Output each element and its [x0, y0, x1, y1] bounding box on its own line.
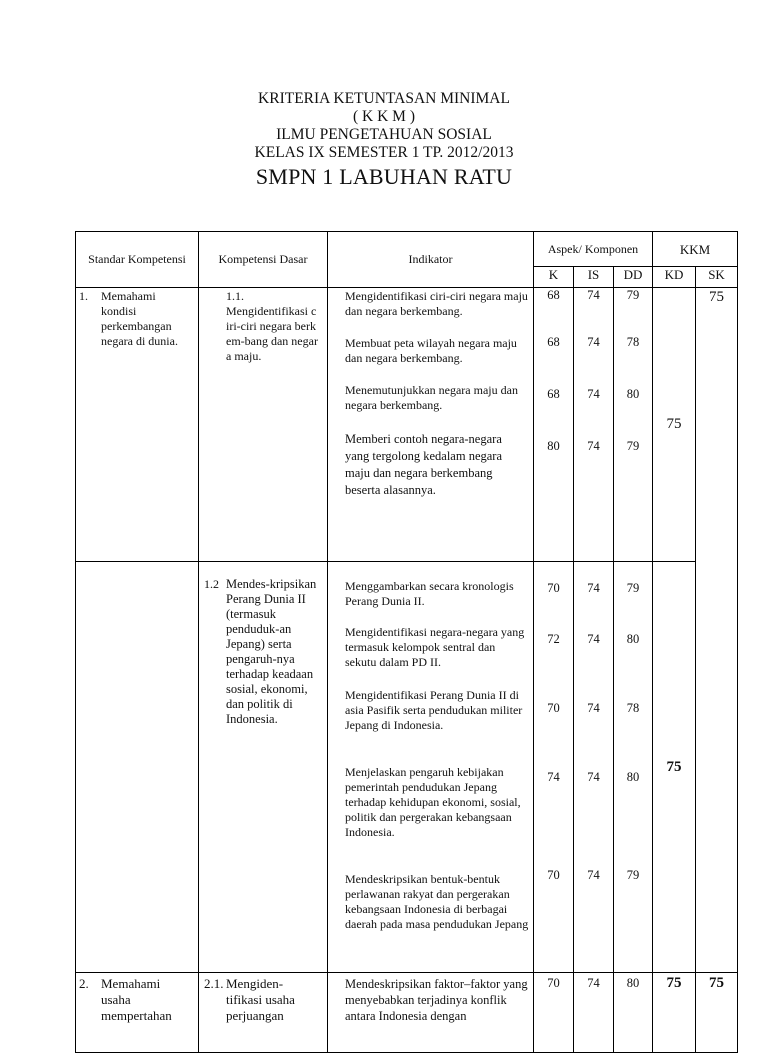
score-dd: 79 [626, 581, 640, 595]
title-subject: ILMU PENGETAHUAN SOSIAL [276, 126, 492, 143]
score-dd-cell [614, 288, 653, 562]
score-k: 70 [547, 868, 560, 882]
kd-number: 1.2 [204, 577, 219, 591]
indikator-item: Mendeskripsikan faktor–faktor yang menyebabkan terjadinya konflik antara Indonesia dengan [345, 977, 528, 1023]
score-k-cell [534, 562, 574, 973]
score-is-cell [574, 288, 614, 562]
indikator-item: Mengidentifikasi Perang Dunia II di asia Pasifik serta pendudukan militer Jepang di Indonesia. [345, 688, 523, 732]
kd-text: Mengidentifikasi ciri-ciri negara berkem-bang dan negara maju. [226, 304, 318, 363]
school-name: SMPN 1 LABUHAN RATU [255, 164, 513, 189]
indikator-item: Mengidentifikasi ciri-ciri negara maju dan negara berkembang. [345, 289, 528, 318]
sk-text: Memahami kondisi perkembangan negara di dunia. [101, 289, 178, 348]
score-is: 74 [587, 770, 600, 784]
score-dd: 79 [626, 439, 640, 453]
kompetensi-dasar-cell [199, 288, 328, 562]
kkm-table [75, 231, 738, 1053]
score-dd-cell [614, 973, 653, 1053]
indikator-item: Menemutunjukkan negara maju dan negara berkembang. [345, 383, 518, 412]
sk-number: 1. [79, 289, 88, 303]
score-k: 70 [547, 701, 560, 715]
score-dd: 78 [626, 335, 640, 349]
title-kkm: KRITERIA KETUNTASAN MINIMAL [258, 90, 510, 107]
sk-number: 2. [79, 976, 89, 991]
indikator-item: Memberi contoh negara-negara yang tergolong kedalam negara maju dan negara berkembang beserta alasannya. [345, 432, 503, 497]
indikator-cell [328, 562, 534, 973]
indikator-item: Mendeskripsikan bentuk-bentuk perlawanan rakyat dan pergerakan kebangsaan Indonesia di berbagai daerah pada masa pendudukan Jepang [345, 872, 529, 931]
score-dd: 80 [626, 976, 640, 990]
score-dd: 80 [626, 632, 640, 646]
score-k: 68 [547, 288, 560, 302]
header-standar-kompetensi: Standar Kompetensi [76, 232, 199, 288]
score-k: 70 [547, 976, 560, 990]
header-k: K [534, 267, 574, 288]
standar-kompetensi-cell [76, 288, 199, 562]
kd-number: 1.1. [226, 289, 244, 303]
score-k-cell [534, 288, 574, 562]
score-dd-cell [614, 562, 653, 973]
title-abbrev: ( K K M ) [353, 108, 415, 125]
title-class-semester: KELAS IX SEMESTER 1 TP. 2012/2013 [254, 144, 514, 161]
score-dd: 80 [626, 770, 640, 784]
score-k: 68 [547, 387, 560, 401]
score-k: 80 [547, 439, 560, 453]
score-is: 74 [587, 632, 600, 646]
kompetensi-dasar-cell [199, 973, 328, 1053]
table-row [76, 973, 738, 1053]
header-dd: DD [614, 267, 653, 288]
score-is: 74 [587, 701, 600, 715]
indikator-item: Menjelaskan pengaruh kebijakan pemerintah pendudukan Jepang terhadap kehidupan ekonomi, sosial, politik dan pergerakan kebangsaan Indonesia. [345, 765, 521, 839]
score-is: 74 [587, 387, 600, 401]
table-row [76, 288, 738, 562]
score-is: 74 [587, 288, 600, 302]
header-is: IS [574, 267, 614, 288]
standar-kompetensi-cell [76, 973, 199, 1053]
standar-kompetensi-cell [76, 562, 199, 973]
indikator-cell [328, 973, 534, 1053]
indikator-cell [328, 288, 534, 562]
score-is: 74 [587, 868, 600, 882]
score-dd: 80 [626, 387, 640, 401]
kkm-sk-value: 75 [696, 973, 738, 1053]
score-dd: 78 [626, 701, 640, 715]
score-dd: 79 [626, 288, 640, 302]
score-is: 74 [587, 439, 600, 453]
score-is: 74 [587, 335, 600, 349]
score-is-cell [574, 973, 614, 1053]
header-aspek-komponen: Aspek/ Komponen [534, 232, 653, 267]
kompetensi-dasar-cell [199, 562, 328, 973]
indikator-item: Menggambarkan secara kronologis Perang Dunia II. [345, 579, 514, 608]
kkm-sk-value: 75 [696, 288, 738, 973]
score-k: 74 [547, 770, 560, 784]
score-dd: 79 [626, 868, 640, 882]
header-kompetensi-dasar: Kompetensi Dasar [199, 232, 328, 288]
score-k-cell [534, 973, 574, 1053]
score-k: 70 [547, 581, 560, 595]
indikator-item: Mengidentifikasi negara-negara yang termasuk kelompok sentral dan sekutu dalam PD II. [345, 625, 525, 669]
indikator-item: Membuat peta wilayah negara maju dan negara berkembang. [345, 336, 517, 365]
document-header [0, 90, 768, 190]
header-kkm: KKM [653, 232, 738, 267]
kkm-kd-value: 75 [653, 288, 696, 562]
score-is: 74 [587, 581, 600, 595]
sk-text: Memahami usaha mempertahan [101, 976, 172, 1023]
kd-text: Mendes-kripsikan Perang Dunia II (termasuk penduduk-an Jepang) serta pengaruh-nya terhadap keadaan sosial, ekonomi, dan politik di Indonesia. [226, 577, 317, 726]
kd-text: Mengiden-tifikasi usaha perjuangan [226, 976, 295, 1023]
kkm-kd-value: 75 [653, 562, 696, 973]
score-k: 72 [547, 632, 560, 646]
header-sk: SK [696, 267, 738, 288]
table-header-row [76, 232, 738, 267]
table-row [76, 562, 738, 973]
header-kd: KD [653, 267, 696, 288]
kkm-kd-value: 75 [653, 973, 696, 1053]
header-indikator: Indikator [328, 232, 534, 288]
score-is: 74 [587, 976, 600, 990]
kd-number: 2.1. [204, 976, 224, 991]
score-k: 68 [547, 335, 560, 349]
score-is-cell [574, 562, 614, 973]
